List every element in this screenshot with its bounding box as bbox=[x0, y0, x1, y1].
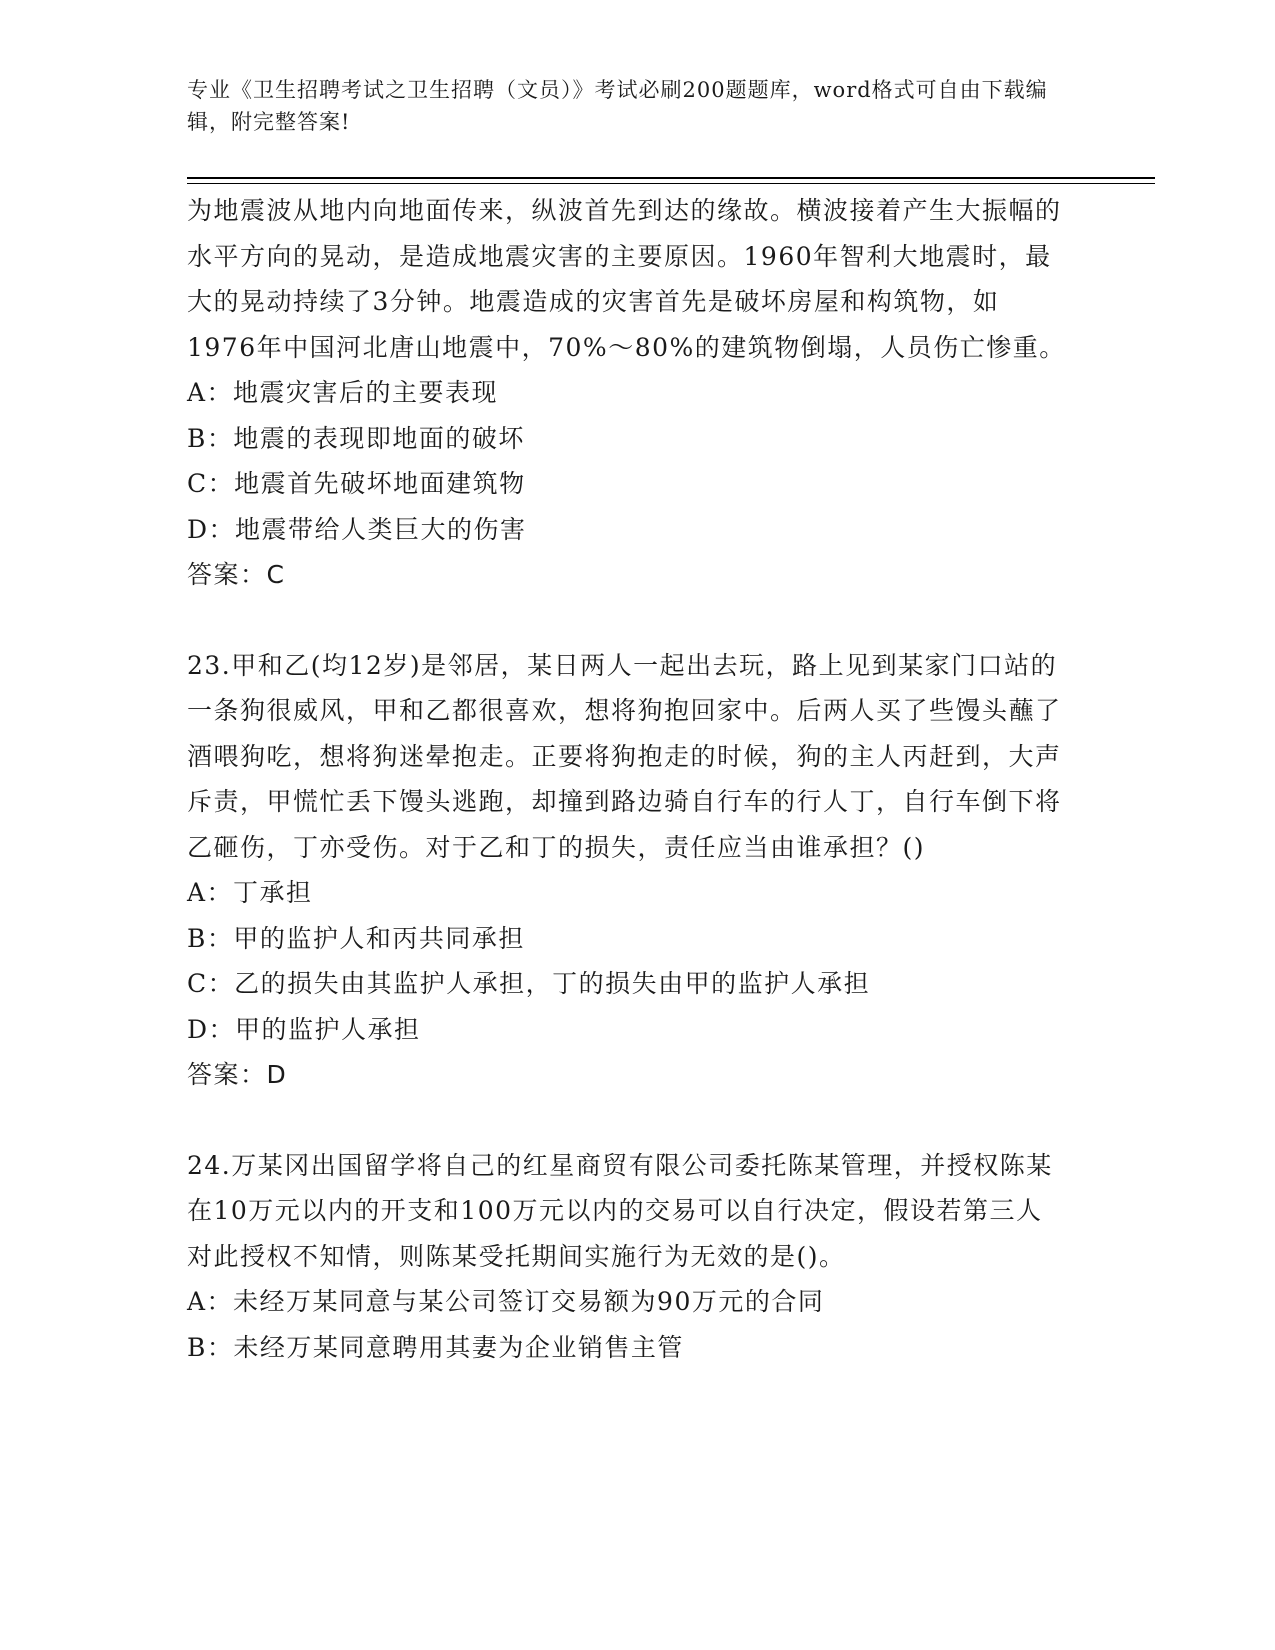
question-stem: 24.万某冈出国留学将自己的红星商贸有限公司委托陈某管理，并授权陈某在10万元以内的开支和100万元以内的交易可以自行决定，假设若第三人对此授权不知情，则陈某受托期间实施行为无效的是()。 bbox=[187, 1150, 1053, 1271]
question-block bbox=[187, 643, 1067, 1098]
header-divider-thick bbox=[187, 177, 1155, 179]
option-b: B：地震的表现即地面的破坏 bbox=[187, 423, 525, 453]
document-header bbox=[187, 74, 1067, 138]
question-stem: 23.甲和乙(均12岁)是邻居，某日两人一起出去玩，路上见到某家门口站的一条狗很威风，甲和乙都很喜欢，想将狗抱回家中。后两人买了些馒头蘸了酒喂狗吃，想将狗迷晕抱走。正要将狗抱走的时候，狗的主人丙赶到，大声斥责，甲慌忙丢下馒头逃跑，却撞到路边骑自行车的行人丁，自行车倒下将乙砸伤，丁亦受伤。对于乙和丁的损失，责任应当由谁承担？() bbox=[187, 650, 1062, 862]
option-a: A：未经万某同意与某公司签订交易额为90万元的合同 bbox=[187, 1287, 825, 1316]
answer-line: 答案：C bbox=[187, 560, 286, 589]
option-c: C：地震首先破坏地面建筑物 bbox=[187, 469, 526, 498]
option-d: D：地震带给人类巨大的伤害 bbox=[187, 514, 527, 544]
option-d: D：甲的监护人承担 bbox=[187, 1014, 421, 1044]
question-block bbox=[187, 188, 1067, 598]
spacer bbox=[187, 598, 1067, 643]
question-block bbox=[187, 1143, 1067, 1371]
option-b: B：甲的监护人和丙共同承担 bbox=[187, 923, 525, 953]
question-stem: 为地震波从地内向地面传来，纵波首先到达的缘故。横波接着产生大振幅的水平方向的晃动，是造成地震灾害的主要原因。1960年智利大地震时，最大的晃动持续了3分钟。地震造成的灾害首先是破坏房屋和构筑物，如1976年中国河北唐山地震中，70%～80%的建筑物倒塌，人员伤亡惨重。 bbox=[187, 196, 1066, 362]
spacer bbox=[187, 1098, 1067, 1143]
document-title: 专业《卫生招聘考试之卫生招聘（文员）》考试必刷200题题库，word格式可自由下载编辑，附完整答案! bbox=[187, 78, 1048, 134]
document-body bbox=[187, 188, 1067, 1370]
option-c: C：乙的损失由其监护人承担，丁的损失由甲的监护人承担 bbox=[187, 969, 871, 998]
option-a: A：丁承担 bbox=[187, 878, 313, 907]
header-divider-thin bbox=[187, 183, 1155, 184]
option-a: A：地震灾害后的主要表现 bbox=[187, 378, 499, 407]
answer-line: 答案：D bbox=[187, 1060, 288, 1089]
option-b: B：未经万某同意聘用其妻为企业销售主管 bbox=[187, 1332, 684, 1362]
